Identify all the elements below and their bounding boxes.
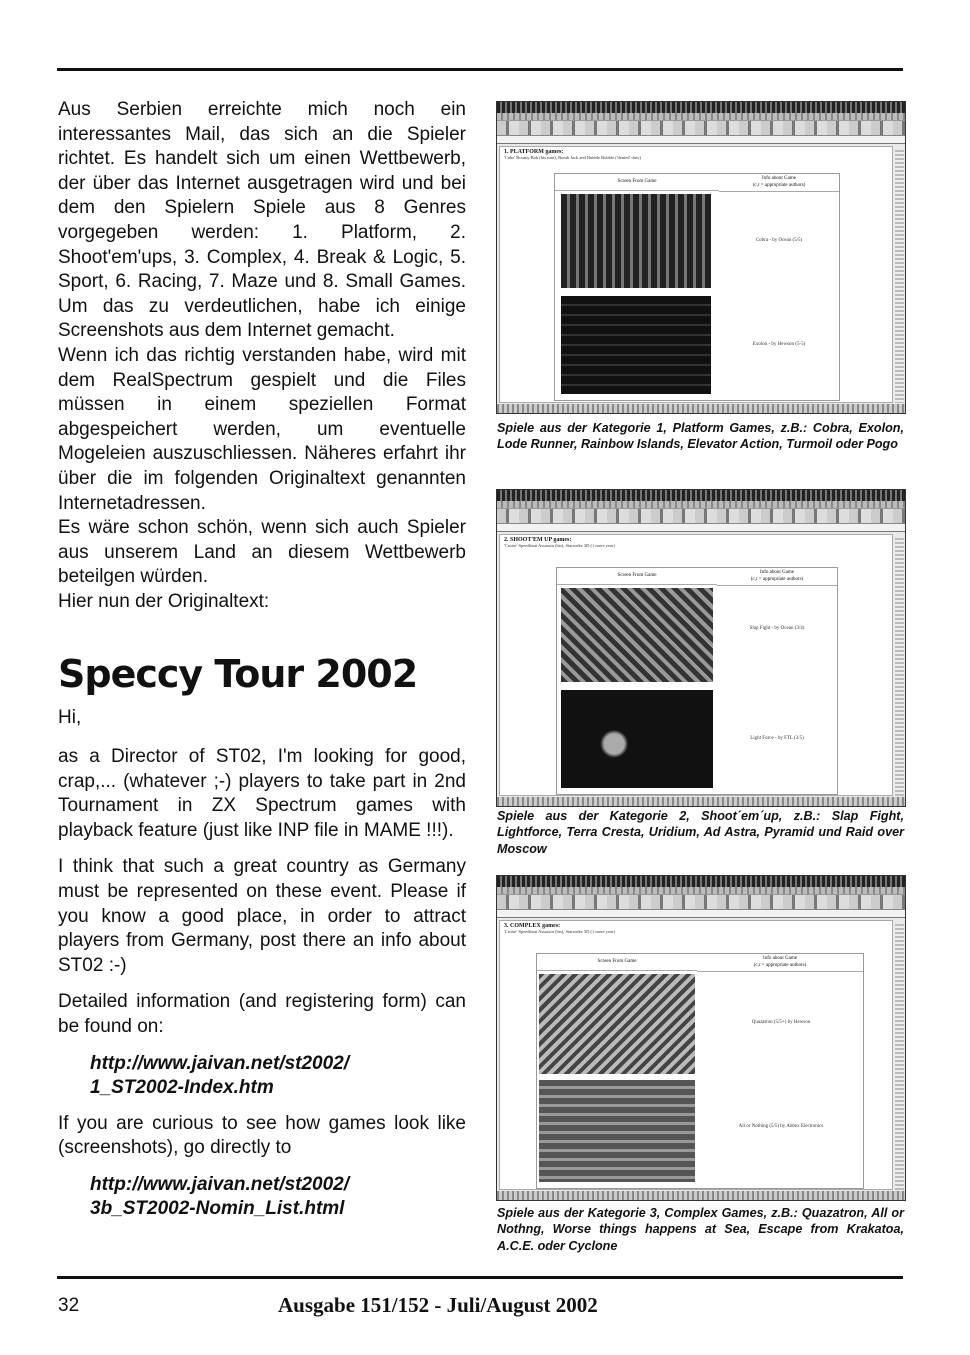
screen-column-header: Screen From Game (555, 174, 719, 191)
scrollbar[interactable] (895, 150, 904, 403)
game-info: Light Force - by FTL (3/5) (750, 736, 804, 741)
browser-page-content (499, 534, 893, 796)
info-column-title: Info about Game (763, 956, 797, 961)
intro-paragraph-1: Aus Serbien erreichte mich noch ein interessantes Mail, das sich an die Spieler richtet. Es handelt sich um einen Wettbewerb, der über das Internet ausgetragen wird und bei dem den Spielern Spiele aus 8 Genres vorgegeben werden: 1. Platform, 2. Shoot'em'ups, 3. Complex, 4. Break & Logic, 5. Sport, 6. Racing, 7. Maze und 8. Small Games. Um das zu verdeutlichen, habe ich einige Screenshots aus dem Internet gemacht. (58, 99, 466, 342)
browser-screenshot-platform (496, 101, 906, 414)
category-subtitle: 'Cruise' Speedboat Assassin (his), Starstrike 3D (1 more year) (504, 543, 615, 548)
intro-paragraph-3: Es wäre schon schön, wenn sich auch Spieler aus unserem Land an diesem Wettbewerb beteilgen würden. (58, 517, 466, 588)
info-column-subtitle: (c,r = appropriate authors) (752, 183, 806, 188)
screenshot-caption-1: Spiele aus der Kategorie 1, Platform Games, z.B.: Cobra, Exolon, Lode Runner, Rainbow Islands, Elevator Action, Turmoil oder Pogo (497, 421, 904, 452)
screen-column-header: Screen From Game (557, 568, 717, 585)
screen-column-header: Screen From Game (537, 954, 697, 971)
browser-address-bar (497, 136, 905, 144)
article-heading: Speccy Tour 2002 (58, 652, 418, 697)
browser-menu-bar (497, 501, 905, 509)
screenshot-caption-3: Spiele aus der Kategorie 3, Complex Games, z.B.: Quazatron, All or Nothng, Worse things happens at Sea, Escape from Krakatoa, A.C.E. oder Cyclone (497, 1206, 904, 1253)
browser-menu-bar (497, 113, 905, 121)
game-info: All or Nothing (5/5) by Abbex Electronics (738, 1124, 824, 1129)
info-column-header (719, 174, 839, 192)
category-heading: 2. SHOOT'EM UP games: (504, 537, 572, 543)
browser-address-bar (497, 524, 905, 532)
info-column-title: Info about Game (760, 570, 794, 575)
body-paragraph-3: Detailed information (and registering form) can be found on: (58, 991, 466, 1037)
greeting: Hi, (58, 707, 82, 729)
games-table (536, 953, 864, 1189)
browser-title-bar (497, 102, 905, 113)
browser-address-bar (497, 910, 905, 918)
browser-menu-bar (497, 887, 905, 895)
category-heading: 1. PLATFORM games: (504, 149, 564, 155)
nomin-url-line-1[interactable]: http://www.jaivan.net/st2002/ (90, 1173, 350, 1195)
game-screen-image (561, 194, 711, 288)
browser-status-bar (497, 797, 905, 806)
browser-status-bar (497, 1191, 905, 1200)
browser-toolbar (497, 895, 905, 910)
bottom-rule (57, 1276, 903, 1279)
games-table (554, 173, 840, 401)
game-screen-image (561, 690, 713, 788)
game-screen-image (539, 974, 695, 1074)
browser-title-bar (497, 876, 905, 887)
game-screen-image (561, 296, 711, 394)
index-url-line-1[interactable]: http://www.jaivan.net/st2002/ (90, 1052, 350, 1074)
index-url-line-2[interactable]: 1_ST2002-Index.htm (90, 1076, 274, 1098)
scrollbar[interactable] (895, 538, 904, 796)
game-screen-image (561, 588, 713, 682)
info-column-title: Info about Game (762, 176, 796, 181)
intro-paragraph-4: Hier nun der Originaltext: (58, 590, 270, 612)
info-column-header (697, 954, 863, 972)
game-info: Quazatron (5/5+) by Hewson (751, 1020, 811, 1025)
nomin-url-line-2[interactable]: 3b_ST2002-Nomin_List.html (90, 1197, 345, 1219)
body-paragraph-1: as a Director of ST02, I'm looking for good, crap,... (whatever ;-) players to take part in 2nd Tournament in ZX Spectrum games with playback feature (just like INP file in MAME !!!). (58, 746, 466, 841)
browser-screenshot-complex (496, 875, 906, 1201)
body-paragraph-2: I think that such a great country as Germany must be represented on these event. Please if you know a good place, in order to attract players from Germany, post there an info about ST02 :-) (58, 856, 466, 976)
info-column-subtitle: (c,r = appropriate authors) (753, 963, 807, 968)
curious-paragraph: If you are curious to see how games look like (screenshots), go directly to (58, 1112, 466, 1159)
game-screen-image (539, 1080, 695, 1182)
index-url[interactable] (90, 1052, 466, 1100)
category-subtitle: 'Cruise' Speedboat Assassin (his), Starstrike 3D (1 more year) (504, 929, 615, 934)
browser-toolbar (497, 121, 905, 136)
game-info: Slap Fight - by Ocean (3/4) (749, 626, 805, 631)
nomin-list-url[interactable] (90, 1173, 466, 1221)
category-heading: 3. COMPLEX games: (504, 923, 561, 929)
article-left-column (58, 98, 466, 1221)
browser-toolbar (497, 509, 905, 524)
category-subtitle: 'Cube' Bounty Bob (his turn), Bomb Jack and Bubble Bobble ('denied' duty) (504, 155, 641, 160)
browser-title-bar (497, 490, 905, 501)
info-column-subtitle: (c,r = appropriate authors) (750, 577, 804, 582)
scrollbar[interactable] (895, 924, 904, 1190)
intro-paragraph-2: Wenn ich das richtig verstanden habe, wird mit dem RealSpectrum gespielt und die Files müssen in einem speziellen Format abgespeichert werden, um eventuelle Mogeleien auszuschliessen. Näheres erfahrt ihr über die im folgenden Originaltext genannten Internetadressen. (58, 344, 466, 514)
game-info: Exolon - by Hewson (5-5) (752, 342, 806, 347)
info-column-header (717, 568, 837, 586)
top-rule (57, 68, 903, 71)
issue-footer: Ausgabe 151/152 - Juli/August 2002 (278, 1293, 598, 1317)
browser-page-content (499, 920, 893, 1190)
browser-screenshot-shootemup (496, 489, 906, 807)
browser-page-content (499, 146, 893, 403)
page-number: 32 (58, 1295, 80, 1316)
game-info: Cobra - by Ocean (5/5) (755, 238, 803, 243)
screenshot-caption-2: Spiele aus der Kategorie 2, Shoot´em´up, z.B.: Slap Fight, Lightforce, Terra Cresta, Uridium, Ad Astra, Pyramid und Raid over Moscow (497, 809, 904, 856)
games-table (556, 567, 838, 795)
browser-status-bar (497, 404, 905, 413)
